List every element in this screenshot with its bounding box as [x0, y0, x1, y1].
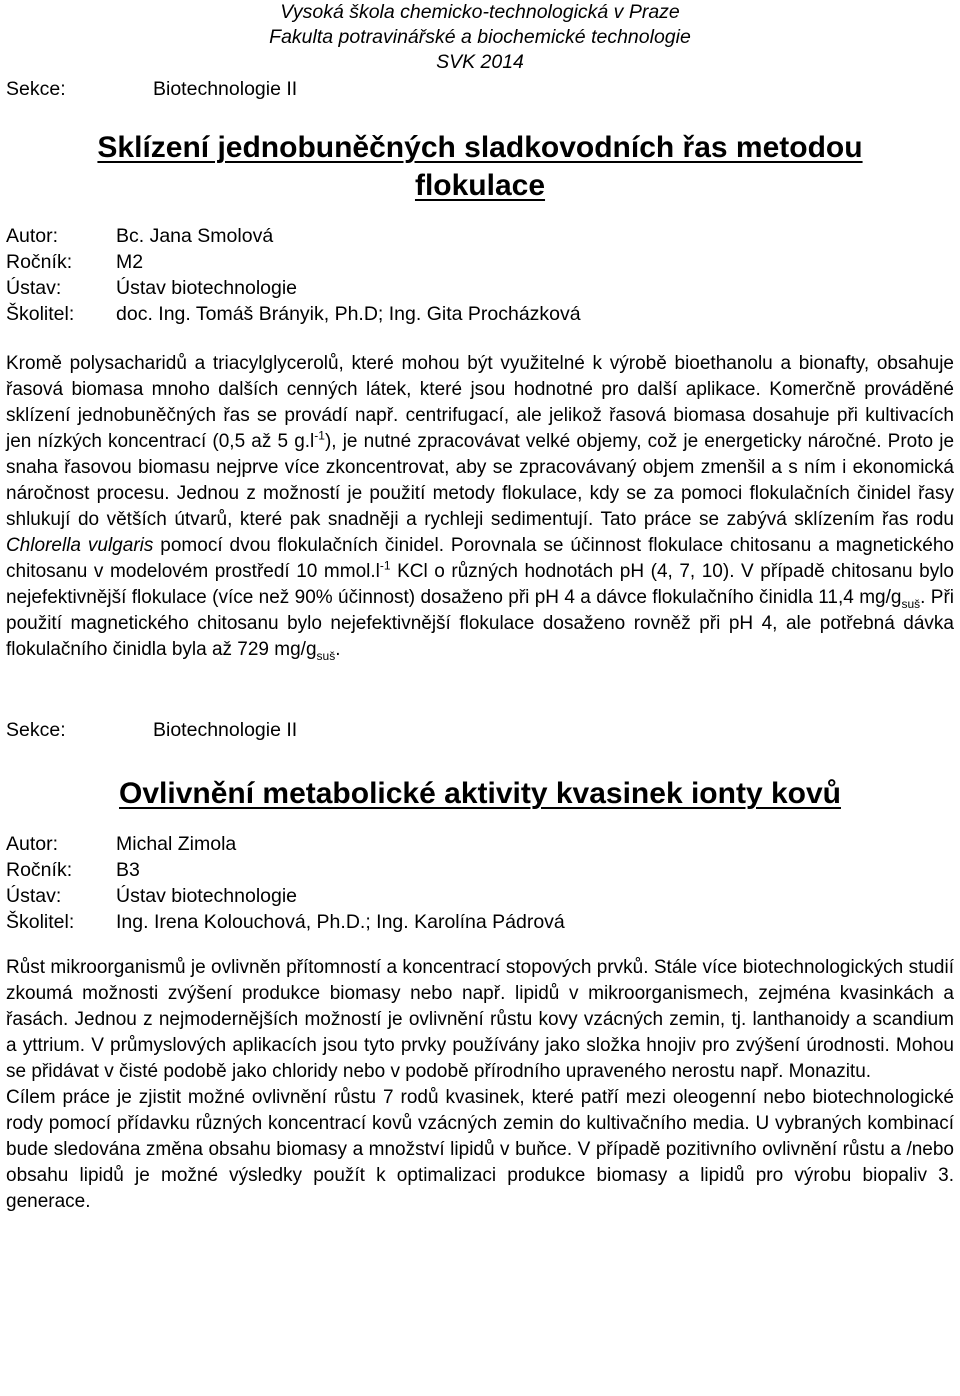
abstract-segment: Kromě polysacharidů a triacylglycerolů, které mohou být využitelné k výrobě bioethanolu a bionafty, obsahuje řasová biomasa mnoho dalších cenných látek, které jsou hodnotné pro další aplikace. Komerčně prováděné sklízení jednobuněčných řas se provádí např. centrifugací, ale jelikož řasová biomasa dosahuje při kultivacích jen nízkých koncentrací (0,5 až 5 g.l — [6, 353, 954, 452]
abstract-segment: . — [335, 639, 341, 660]
superscript: -1 — [314, 428, 325, 443]
abstract-title-line: flokulace — [414, 169, 546, 202]
author-info — [6, 223, 954, 327]
abstract-title-block — [6, 129, 954, 205]
institute-row — [6, 883, 954, 909]
meta-key: Autor: — [6, 225, 59, 247]
meta-key: Autor: — [6, 833, 59, 855]
abstract-paragraph: Cílem práce je zjistit možné ovlivnění růstu 7 rodů kvasinek, které patří mezi oleogenní nebo biotechnologické rody pomocí přídavku různých koncentrací kovů vzácných zemin do kultivačního media. U vybraných kombinací bude sledována změna obsahu biomasy a množství lipidů v buňce. V případě pozitivního ovlivnění růstu a /nebo obsahu lipidů je možné výsledky použít k optimalizaci produkce biomasy a lipidů pro výrobu biopaliv 3. generace. — [6, 1087, 954, 1212]
subscript: suš — [316, 648, 336, 663]
document-page — [6, 0, 954, 1215]
supervisor-row — [6, 301, 954, 327]
faculty-name: Fakulta potravinářské a biochemické technologie — [269, 26, 691, 48]
meta-key: Školitel: — [6, 911, 75, 933]
abstract-text — [6, 351, 954, 663]
meta-key: Ústav: — [6, 277, 62, 299]
species-name: Chlorella vulgaris — [6, 535, 154, 556]
abstract-title-line: Sklízení jednobuněčných sladkovodních řas metodou — [97, 131, 863, 164]
abstract-segment: . Při použití magnetického chitosanu bylo nejefektivnější flokulace dosaženo rovněž při pH 4, ale potřebná dávka flokulačního činidla byla až 729 mg/g — [6, 587, 955, 660]
abstract-title-line: Ovlivnění metabolické aktivity kvasinek ionty kovů — [119, 777, 841, 810]
meta-value: Ústav biotechnologie — [116, 885, 298, 907]
meta-value: B3 — [116, 859, 140, 881]
section-value: Biotechnologie II — [153, 719, 298, 741]
meta-value: M2 — [116, 251, 144, 273]
section-label-row — [6, 717, 954, 743]
meta-value: Ústav biotechnologie — [116, 277, 298, 299]
meta-value: Ing. Irena Kolouchová, Ph.D.; Ing. Karolína Pádrová — [116, 911, 565, 933]
section-label-row — [6, 76, 954, 102]
abstract-segment: KCl o různých hodnotách pH (4, 7, 10). V případě chitosanu bylo nejefektivnější flokulace (více než 90% účinnost) dosaženo při pH 4 a dávce flokulačního činidla 11,4 mg/g — [6, 561, 954, 608]
subscript: suš — [901, 596, 921, 611]
meta-key: Školitel: — [6, 303, 75, 325]
abstract-title-block — [6, 775, 954, 813]
author-info — [6, 831, 954, 935]
meta-value: doc. Ing. Tomáš Brányik, Ph.D; Ing. Gita Procházková — [116, 303, 581, 325]
document-header — [6, 0, 954, 75]
meta-key: Ústav: — [6, 885, 62, 907]
author-row — [6, 223, 954, 249]
year-row — [6, 249, 954, 275]
university-name: Vysoká škola chemicko-technologická v Praze — [280, 1, 680, 23]
section-label: Sekce: — [6, 78, 66, 100]
abstract-paragraph: Růst mikroorganismů je ovlivněn přítomností a koncentrací stopových prvků. Stále více biotechnologických studií zkoumá možnosti zvýšení produkce biomasy nebo např. lipidů v mikroorganismech, zejména kvasinkách a řasách. Jednou z nejmodernějších možností je ovlivnění růstu kovy vzácných zemin, tj. lanthanoidy a scandium a yttrium. V průmyslových aplikacích jsou tyto prvky používány jako složka hnojiv pro zvýšení úrodnosti. Mohou se přidávat v čisté podobě jako chloridy nebo v podobě přírodního upraveného nerostu např. Monazitu. — [6, 957, 954, 1082]
meta-key: Ročník: — [6, 859, 73, 881]
author-row — [6, 831, 954, 857]
supervisor-row — [6, 909, 954, 935]
institute-row — [6, 275, 954, 301]
meta-value: Bc. Jana Smolová — [116, 225, 274, 247]
year-row — [6, 857, 954, 883]
meta-key: Ročník: — [6, 251, 73, 273]
abstract-segment: ), je nutné zpracovávat velké objemy, což je energeticky náročné. Proto je snaha řasovou biomasu nejprve více zkoncentrovat, aby se zpracovávaný objem zmenšil a s ním i ekonomická náročnost procesu. Jednou z možností je použití metody flokulace, kdy se za pomoci flokulačních činidel řasy shlukují do větších útvarů, které pak snadněji a rychleji sedimentují. Tato práce se zabývá sklízením řas rodu — [6, 431, 955, 530]
abstract-segment: pomocí dvou flokulačních činidel. Porovnala se účinnost flokulace chitosanu a magnetického chitosanu v modelovém prostředí 10 mmol.l — [6, 535, 954, 582]
meta-value: Michal Zimola — [116, 833, 237, 855]
superscript: -1 — [379, 558, 391, 573]
conference-name: SVK 2014 — [436, 51, 524, 73]
section-value: Biotechnologie II — [153, 78, 298, 100]
section-label: Sekce: — [6, 719, 66, 741]
